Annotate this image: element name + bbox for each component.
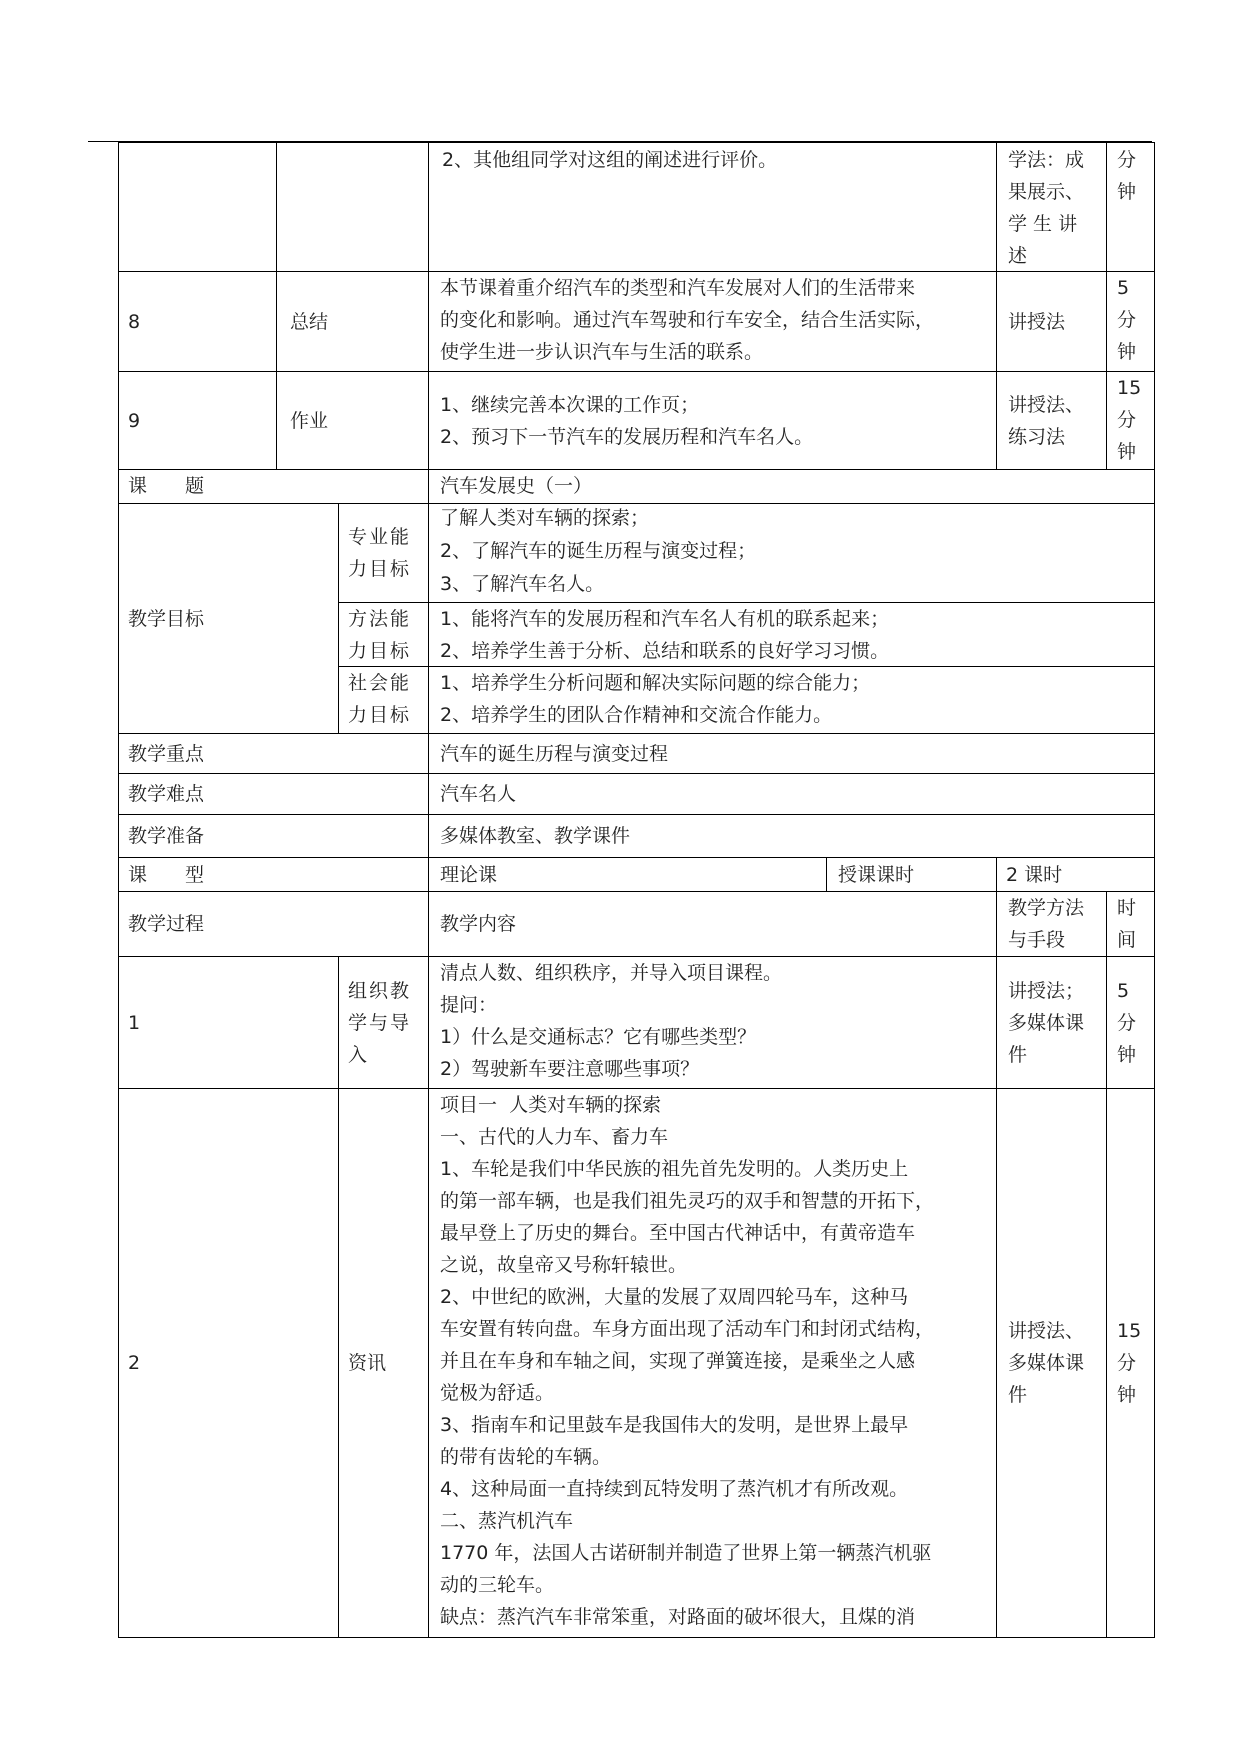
col-divider — [338, 956, 339, 1638]
cell-method: 讲授法 — [1008, 310, 1066, 333]
process-stage: 组织教 学与导 入 — [348, 979, 412, 1066]
topic-value: 汽车发展史（一） — [440, 475, 593, 497]
key-point-value: 汽车的诞生历程与演变过程 — [440, 742, 669, 765]
difficulty-label: 教学难点 — [128, 783, 205, 805]
class-hours-value: 2 课时 — [1006, 863, 1063, 886]
preparation-label: 教学准备 — [128, 825, 205, 847]
time-label: 时 间 — [1117, 897, 1137, 951]
col-divider — [996, 891, 997, 1638]
process-content: 清点人数、组织秩序，并导入项目课程。 提问： 1）什么是交通标志？它有哪些类型？ 2）驾驶新车要注意哪些事项？ — [440, 962, 783, 1080]
preparation-value: 多媒体教室、教学课件 — [440, 825, 631, 847]
col-divider — [118, 142, 119, 470]
class-hours-label: 授课课时 — [838, 863, 915, 886]
cell-method: 学法：成 果展示、 学 生 讲 述 — [1008, 149, 1085, 267]
process-step-num: 1 — [128, 1011, 141, 1034]
difficulty-value: 汽车名人 — [440, 783, 517, 805]
col-divider — [276, 142, 277, 470]
lesson-type-label: 课 型 — [128, 863, 205, 886]
cell-time: 分 钟 — [1117, 149, 1137, 203]
process-time: 5 分 钟 — [1117, 979, 1137, 1066]
process-label: 教学过程 — [128, 913, 205, 935]
col-divider — [1106, 142, 1107, 470]
method-label: 教学方法 与手段 — [1008, 897, 1085, 951]
col-divider — [996, 142, 997, 470]
cell-title: 总结 — [290, 310, 329, 333]
objective-type-label: 方法能 力目标 — [348, 608, 412, 662]
key-point-label: 教学重点 — [128, 742, 205, 765]
topic-label: 课 题 — [128, 475, 205, 497]
col-divider — [1106, 891, 1107, 1638]
cell-num: 8 — [128, 310, 141, 333]
cell-content: 本节课着重介绍汽车的类型和汽车发展对人们的生活带来 的变化和影响。通过汽车驾驶和行车安全，结合生活实际， 使学生进一步认识汽车与生活的联系。 — [440, 277, 935, 363]
objective-type-label: 专业能 力目标 — [348, 526, 412, 580]
cell-time: 15 分 钟 — [1117, 377, 1142, 463]
process-method: 讲授法、 多媒体课 件 — [1008, 1320, 1085, 1406]
objective-content: 1、培养学生分析问题和解决实际问题的综合能力； 2、培养学生的团队合作精神和交流合作能力。 — [440, 672, 871, 726]
cell-num: 9 — [128, 409, 141, 432]
content-label: 教学内容 — [440, 913, 517, 935]
table-border-bottom — [118, 1637, 1155, 1638]
objective-type-label: 社会能 力目标 — [348, 672, 412, 726]
lesson-type-value: 理论课 — [440, 863, 498, 886]
process-stage: 资讯 — [348, 1352, 387, 1374]
col-divider — [826, 857, 827, 891]
objective-content: 1、能将汽车的发展历程和汽车名人有机的联系起来； 2、培养学生善于分析、总结和联系的良好学习习惯。 — [440, 608, 890, 662]
cell-title: 作业 — [290, 409, 329, 432]
objectives-label: 教学目标 — [128, 607, 205, 630]
col-divider — [338, 503, 339, 733]
process-method: 讲授法； 多媒体课 件 — [1008, 979, 1085, 1066]
col-divider — [1154, 469, 1155, 1638]
process-content: 项目一 人类对车辆的探索 一、古代的人力车、畜力车 1、车轮是我们中华民族的祖先首先发明的。人类历史上 的第一部车辆，也是我们祖先灵巧的双手和智慧的开拓下， 最早登上了历史的舞台。至中国古代神话中，有黄帝造车 之说，故皇帝又号称轩辕世。 2、中世纪的欧洲，大量的发展了双周四轮马车，这种马 车安置有转向盘。车身方面出现了活动车门和封闭式结构， 并且在车身和车轴之间，实现了弹簧连接，是乘坐之人感 觉极为舒适。 3、指南车和记里鼓车是我国伟大的发明，是世界上最早 的带有齿轮的车辆。 4、这种局面一直持续到瓦特发明了蒸汽机才有所改观。 二、蒸汽机汽车 1770 年，法国人古诺研制并制造了世界上第一辆蒸汽机驱 动的三轮车。 缺点：蒸汽汽车非常笨重，对路面的破坏很大，且煤的消 — [440, 1094, 935, 1628]
col-divider — [1154, 142, 1155, 470]
col-divider — [996, 857, 997, 891]
cell-content: 2、其他组同学对这组的阐述进行评价。 — [442, 149, 778, 171]
col-divider — [428, 469, 429, 1638]
cell-time: 5 分 钟 — [1117, 277, 1137, 363]
top-table-border-top — [118, 142, 1155, 143]
process-step-num: 2 — [128, 1352, 141, 1374]
col-divider — [118, 469, 119, 1638]
cell-content: 1、继续完善本次课的工作页； 2、预习下一节汽车的发展历程和汽车名人。 — [440, 393, 814, 448]
cell-method: 讲授法、 练习法 — [1008, 393, 1085, 448]
process-time: 15 分 钟 — [1117, 1320, 1142, 1406]
objective-content: 了解人类对车辆的探索； 2、了解汽车的诞生历程与演变过程； 3、了解汽车名人。 — [440, 507, 757, 595]
col-divider — [428, 142, 429, 470]
